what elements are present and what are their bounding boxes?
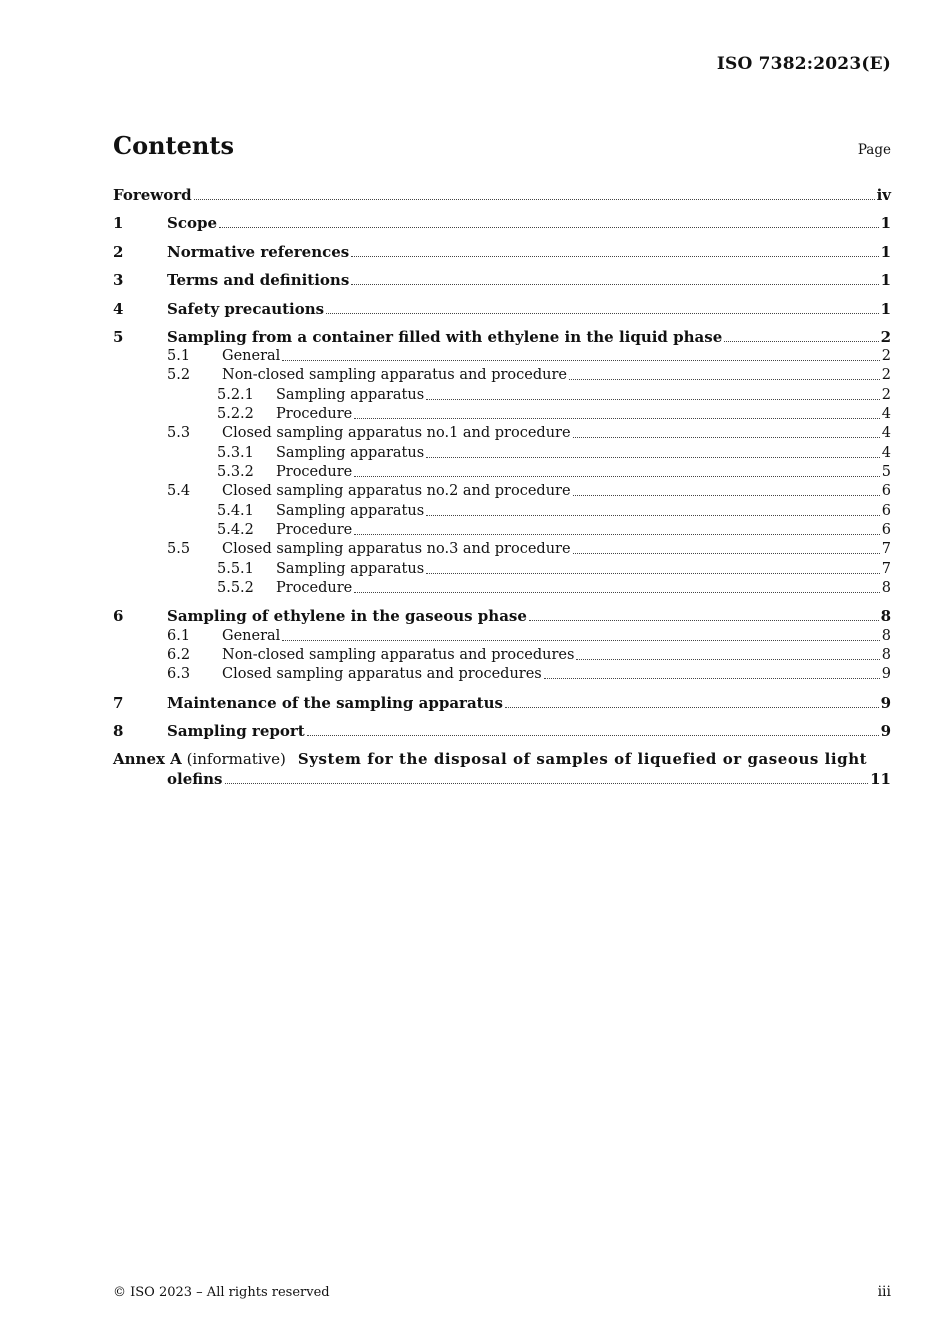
toc-entry-title: Sampling from a container filled with ethylene in the liquid phase — [167, 328, 723, 346]
annex-title-second-line: olefins — [167, 770, 223, 788]
toc-entry-6-1[interactable] — [113, 627, 891, 646]
dot-leader — [351, 283, 878, 285]
toc-entry-5-4-1[interactable] — [113, 502, 891, 521]
dot-leader — [573, 436, 880, 438]
toc-entry-5-3[interactable] — [113, 424, 891, 443]
toc-entry-page: 2 — [881, 348, 891, 364]
dot-leader — [544, 677, 880, 679]
toc-entry-5-3-2[interactable] — [113, 463, 891, 482]
document-id: ISO 7382:2023(E) — [716, 54, 891, 74]
toc-entry-title: Maintenance of the sampling apparatus — [167, 694, 503, 712]
toc-entry-number: 5.2.2 — [217, 406, 254, 422]
toc-entry-page: 9 — [881, 666, 891, 682]
toc-entry-terms-and-definitions[interactable] — [113, 271, 891, 290]
dot-leader — [219, 226, 879, 228]
toc-entry-page: 8 — [881, 647, 891, 663]
toc-entry-page: 4 — [881, 406, 891, 422]
toc-entry-number: 5.4.1 — [217, 503, 254, 519]
contents-heading: Contents — [113, 131, 234, 160]
toc-entry-title: Normative references — [167, 243, 350, 261]
toc-entry-section-8[interactable] — [113, 722, 891, 741]
toc-entry-title: Sampling apparatus — [276, 387, 425, 403]
toc-entry-number: 3 — [113, 271, 124, 289]
toc-entry-number: 5.2.1 — [217, 387, 254, 403]
dot-leader — [573, 494, 880, 496]
dot-leader — [505, 706, 879, 708]
toc-entry-title: Terms and definitions — [167, 271, 350, 289]
dot-leader — [529, 619, 879, 621]
toc-entry-page: 2 — [881, 387, 891, 403]
toc-entry-5-2[interactable] — [113, 366, 891, 385]
toc-entry-number: 5.4 — [167, 483, 191, 499]
toc-entry-5-4[interactable] — [113, 482, 891, 501]
toc-entry-page: 6 — [881, 522, 891, 538]
toc-entry-number: 5.3.1 — [217, 445, 254, 461]
dot-leader — [354, 417, 880, 419]
toc-entry-page: 2 — [880, 328, 891, 346]
toc-entry-page: 9 — [880, 722, 891, 740]
toc-entry-number: 6.2 — [167, 647, 191, 663]
toc-entry-6-3[interactable] — [113, 665, 891, 684]
toc-entry-number: 4 — [113, 300, 124, 318]
toc-entry-page: 4 — [881, 445, 891, 461]
dot-leader — [354, 475, 880, 477]
dot-leader — [225, 782, 869, 784]
toc-entry-title: Closed sampling apparatus no.3 and procedure — [222, 541, 571, 557]
toc-entry-number: 6.1 — [167, 628, 191, 644]
toc-entry-foreword[interactable] — [113, 186, 891, 205]
dot-leader — [326, 312, 878, 314]
toc-entry-title: Sampling apparatus — [276, 561, 425, 577]
toc-entry-5-5[interactable] — [113, 540, 891, 559]
toc-entry-5-4-2[interactable] — [113, 521, 891, 540]
toc-entry-safety-precautions[interactable] — [113, 300, 891, 319]
toc-entry-page: iv — [876, 186, 891, 204]
toc-entry-page: 1 — [880, 214, 891, 232]
toc-entry-normative-references[interactable] — [113, 243, 891, 262]
toc-entry-page: 7 — [881, 541, 891, 557]
toc-entry-section-6[interactable] — [113, 607, 891, 626]
toc-entry-5-5-1[interactable] — [113, 560, 891, 579]
dot-leader — [426, 514, 880, 516]
toc-entry-page: 8 — [880, 607, 891, 625]
dot-leader — [724, 340, 878, 342]
dot-leader — [569, 378, 880, 380]
toc-entry-number: 7 — [113, 694, 124, 712]
toc-entry-number: 5.2 — [167, 367, 191, 383]
toc-entry-annex-a[interactable] — [113, 749, 891, 789]
toc-entry-6-2[interactable] — [113, 646, 891, 665]
toc-entry-title: Closed sampling apparatus no.2 and procedure — [222, 483, 571, 499]
toc-entry-page: 1 — [880, 271, 891, 289]
toc-entry-5-2-1[interactable] — [113, 386, 891, 405]
copyright-notice: © ISO 2023 – All rights reserved — [113, 1285, 330, 1300]
toc-entry-title: Sampling apparatus — [276, 445, 425, 461]
dot-leader — [282, 639, 879, 641]
toc-entry-title: Foreword — [113, 186, 192, 204]
toc-entry-title: Sampling apparatus — [276, 503, 425, 519]
dot-leader — [576, 658, 879, 660]
toc-entry-title: Closed sampling apparatus no.1 and procedure — [222, 425, 571, 441]
toc-entry-title: Sampling report — [167, 722, 305, 740]
toc-entry-number: 5.5.1 — [217, 561, 254, 577]
toc-entry-page: 6 — [881, 483, 891, 499]
dot-leader — [426, 456, 880, 458]
toc-entry-page: 8 — [881, 580, 891, 596]
toc-entry-title: Procedure — [276, 464, 353, 480]
toc-entry-page: 9 — [880, 694, 891, 712]
toc-entry-5-2-2[interactable] — [113, 405, 891, 424]
dot-leader — [351, 255, 878, 257]
dot-leader — [194, 198, 875, 200]
toc-entry-number: 5.4.2 — [217, 522, 254, 538]
annex-title-line-1 — [113, 749, 891, 769]
toc-entry-scope[interactable] — [113, 214, 891, 233]
toc-entry-page: 7 — [881, 561, 891, 577]
dot-leader — [426, 572, 880, 574]
annex-lead — [113, 749, 286, 769]
toc-entry-number: 5.5.2 — [217, 580, 254, 596]
toc-entry-page: 4 — [881, 425, 891, 441]
toc-entry-page: 5 — [881, 464, 891, 480]
dot-leader — [573, 552, 880, 554]
toc-entry-5-5-2[interactable] — [113, 579, 891, 598]
toc-entry-number: 6.3 — [167, 666, 191, 682]
toc-entry-page: 2 — [881, 367, 891, 383]
toc-entry-5-3-1[interactable] — [113, 444, 891, 463]
toc-entry-section-7[interactable] — [113, 694, 891, 713]
annex-type: (informative) — [186, 750, 286, 768]
dot-leader — [282, 359, 879, 361]
page-column-label: Page — [857, 142, 891, 158]
toc-entry-number: 8 — [113, 722, 124, 740]
toc-entry-title: General — [222, 628, 281, 644]
annex-page: 11 — [870, 770, 891, 788]
toc-entry-title: Non-closed sampling apparatus and procedure — [222, 367, 567, 383]
toc-entry-title: General — [222, 348, 281, 364]
toc-entry-page: 8 — [881, 628, 891, 644]
toc-entry-title: Safety precautions — [167, 300, 325, 318]
toc-entry-title: Non-closed sampling apparatus and procedures — [222, 647, 575, 663]
dot-leader — [307, 734, 879, 736]
toc-entry-number: 1 — [113, 214, 124, 232]
toc-entry-title: Scope — [167, 214, 218, 232]
annex-title-line-2 — [113, 769, 891, 789]
toc-entry-title: Procedure — [276, 522, 353, 538]
toc-entry-number: 5.5 — [167, 541, 191, 557]
annex-title-text: System for the disposal of samples of liquefied or gaseous light — [297, 750, 868, 768]
dot-leader — [354, 591, 880, 593]
toc-entry-page: 6 — [881, 503, 891, 519]
dot-leader — [426, 398, 880, 400]
toc-entry-section-5[interactable] — [113, 328, 891, 347]
toc-entry-number: 5.1 — [167, 348, 191, 364]
toc-entry-number: 5 — [113, 328, 124, 346]
toc-entry-title: Procedure — [276, 406, 353, 422]
toc-entry-title: Procedure — [276, 580, 353, 596]
annex-label: Annex A — [113, 750, 182, 768]
toc-entry-5-1[interactable] — [113, 347, 891, 366]
annex-title-first-line — [298, 749, 867, 769]
toc-entry-page: 1 — [880, 243, 891, 261]
toc-entry-title: Sampling of ethylene in the gaseous phase — [167, 607, 527, 625]
toc-entry-title: Closed sampling apparatus and procedures — [222, 666, 542, 682]
toc-entry-number: 5.3.2 — [217, 464, 254, 480]
footer-page-number: iii — [877, 1284, 891, 1300]
toc-entry-number: 2 — [113, 243, 124, 261]
toc-entry-number: 5.3 — [167, 425, 191, 441]
toc-entry-page: 1 — [880, 300, 891, 318]
toc-entry-number: 6 — [113, 607, 124, 625]
dot-leader — [354, 533, 880, 535]
